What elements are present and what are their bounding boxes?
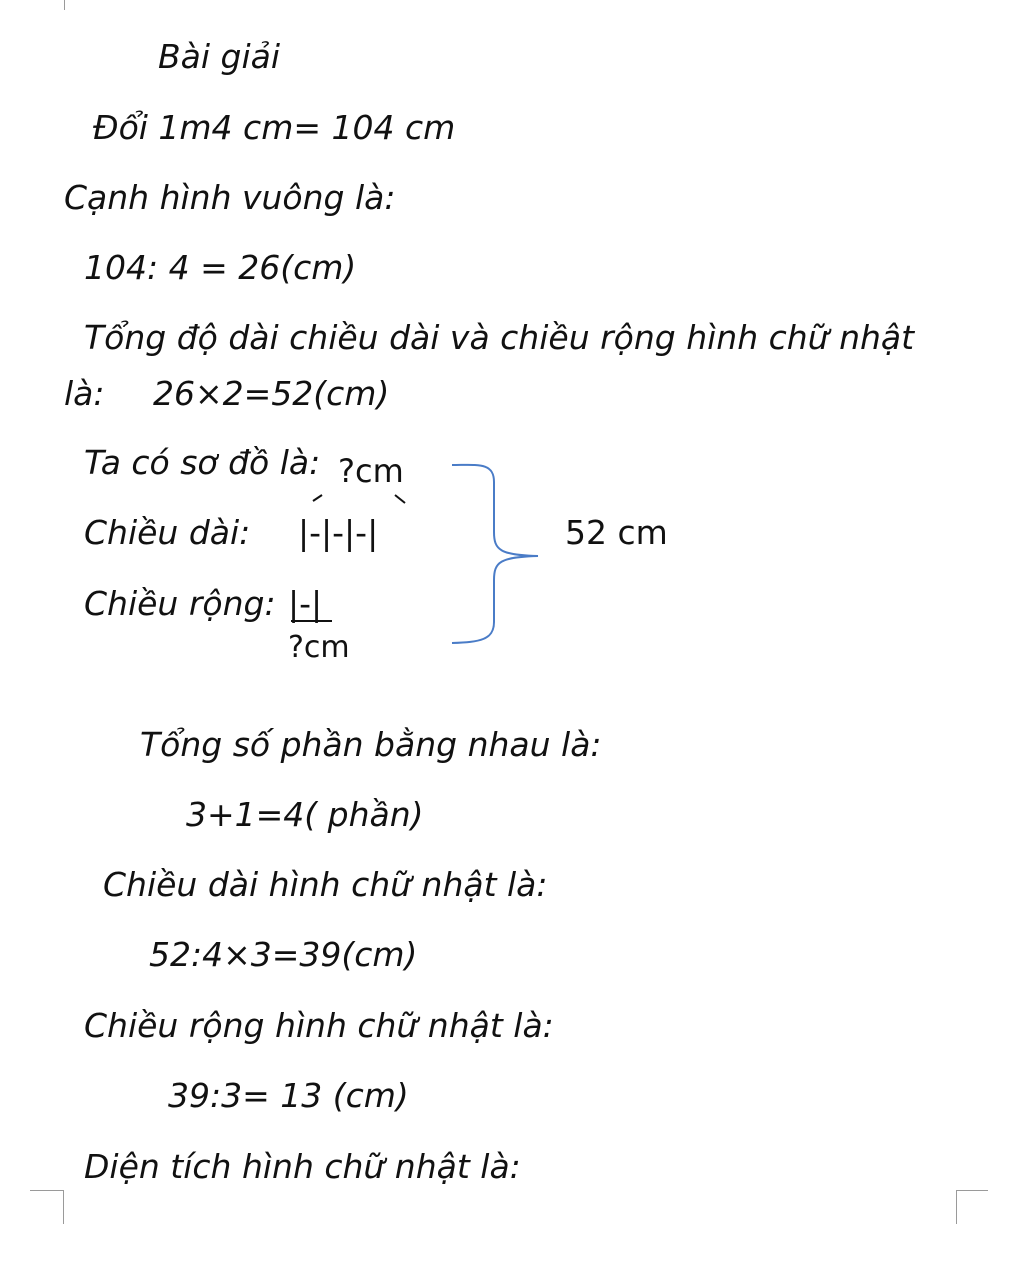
diagram-label: Ta có sơ đồ là: (84, 443, 321, 482)
width-segments: |-| (288, 584, 323, 623)
parts-calc: 3+1=4( phần) (186, 795, 424, 834)
area-label: Diện tích hình chữ nhật là: (84, 1147, 521, 1186)
total-length-label: 52 cm (565, 513, 668, 552)
width-label: Chiều rộng: (84, 584, 276, 623)
perimeter-half-label-end: là: (64, 374, 105, 413)
width-calc: 39:3= 13 (cm) (168, 1076, 409, 1115)
length-question-handwritten: ?cm (338, 452, 404, 490)
width-question-handwritten: ?cm (288, 630, 350, 665)
width-result-label: Chiều rộng hình chữ nhật là: (84, 1006, 554, 1045)
length-label: Chiều dài: (84, 513, 251, 552)
solution-title: Bài giải (158, 37, 281, 76)
length-result-label: Chiều dài hình chữ nhật là: (103, 865, 548, 904)
parts-label: Tổng số phần bằng nhau là: (140, 725, 602, 764)
square-side-label: Cạnh hình vuông là: (64, 178, 396, 217)
length-top-tick-right (395, 495, 405, 503)
unit-conversion: Đổi 1m4 cm= 104 cm (93, 108, 456, 147)
perimeter-half-label: Tổng độ dài chiều dài và chiều rộng hình chữ nhật (84, 318, 915, 357)
square-side-calc: 104: 4 = 26(cm) (84, 248, 357, 287)
length-segments: |-|-|-| (298, 513, 379, 552)
length-top-tick-left (313, 495, 322, 501)
curly-brace (452, 465, 538, 643)
perimeter-half-calc: 26×2=52(cm) (153, 374, 390, 413)
length-calc: 52:4×3=39(cm) (149, 935, 418, 974)
